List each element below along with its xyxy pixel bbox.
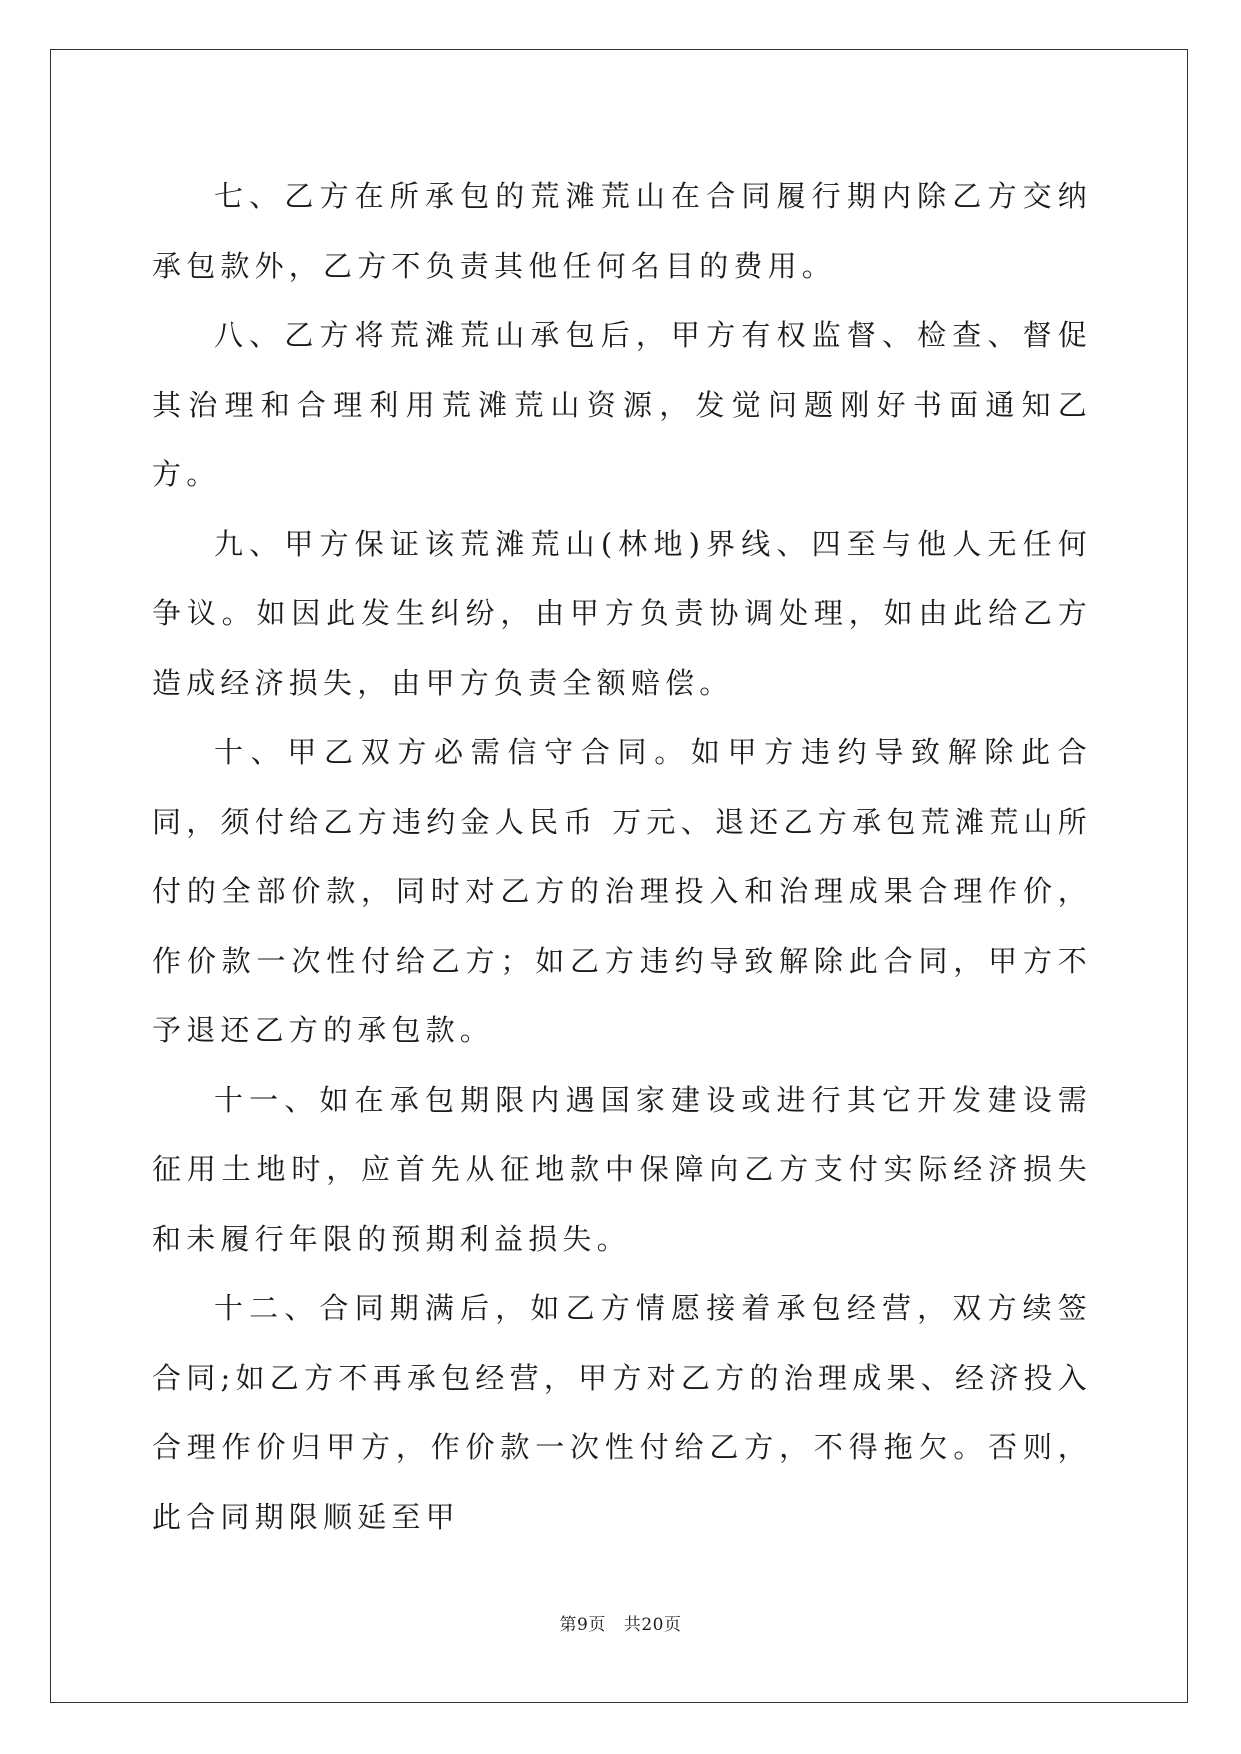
page-footer — [0, 1610, 1241, 1635]
clause-paragraph-11: 十一、如在承包期限内遇国家建设或进行其它开发建设需征用土地时，应首先从征地款中保障向乙方支付实际经济损失和未履行年限的预期利益损失。 — [152, 1082, 1092, 1256]
page-number: 第9页 — [559, 1615, 606, 1635]
clause-paragraph-12: 十二、合同期满后，如乙方情愿接着承包经营，双方续签合同;如乙方不再承包经营，甲方对乙方的治理成果、经济投入合理作价归甲方，作价款一次性付给乙方，不得拖欠。否则，此合同期限顺延至甲 — [152, 1291, 1092, 1534]
clause-paragraph-10: 十、甲乙双方必需信守合同。如甲方违约导致解除此合同，须付给乙方违约金人民币 万元、退还乙方承包荒滩荒山所付的全部价款，同时对乙方的治理投入和治理成果合理作价，作价款一次性付给乙方；如乙方违约导致解除此合同，甲方不予退还乙方的承包款。 — [152, 735, 1092, 1047]
page-total: 共20页 — [623, 1615, 682, 1635]
clause-paragraph-7: 七、乙方在所承包的荒滩荒山在合同履行期内除乙方交纳承包款外，乙方不负责其他任何名目的费用。 — [152, 179, 1092, 283]
clause-paragraph-8: 八、乙方将荒滩荒山承包后，甲方有权监督、检查、督促其治理和合理利用荒滩荒山资源，发觉问题刚好书面通知乙方。 — [152, 318, 1092, 491]
document-body — [152, 162, 1092, 1552]
clause-paragraph-9: 九、甲方保证该荒滩荒山(林地)界线、四至与他人无任何争议。如因此发生纠纷，由甲方负责协调处理，如由此给乙方造成经济损失，由甲方负责全额赔偿。 — [152, 526, 1092, 700]
